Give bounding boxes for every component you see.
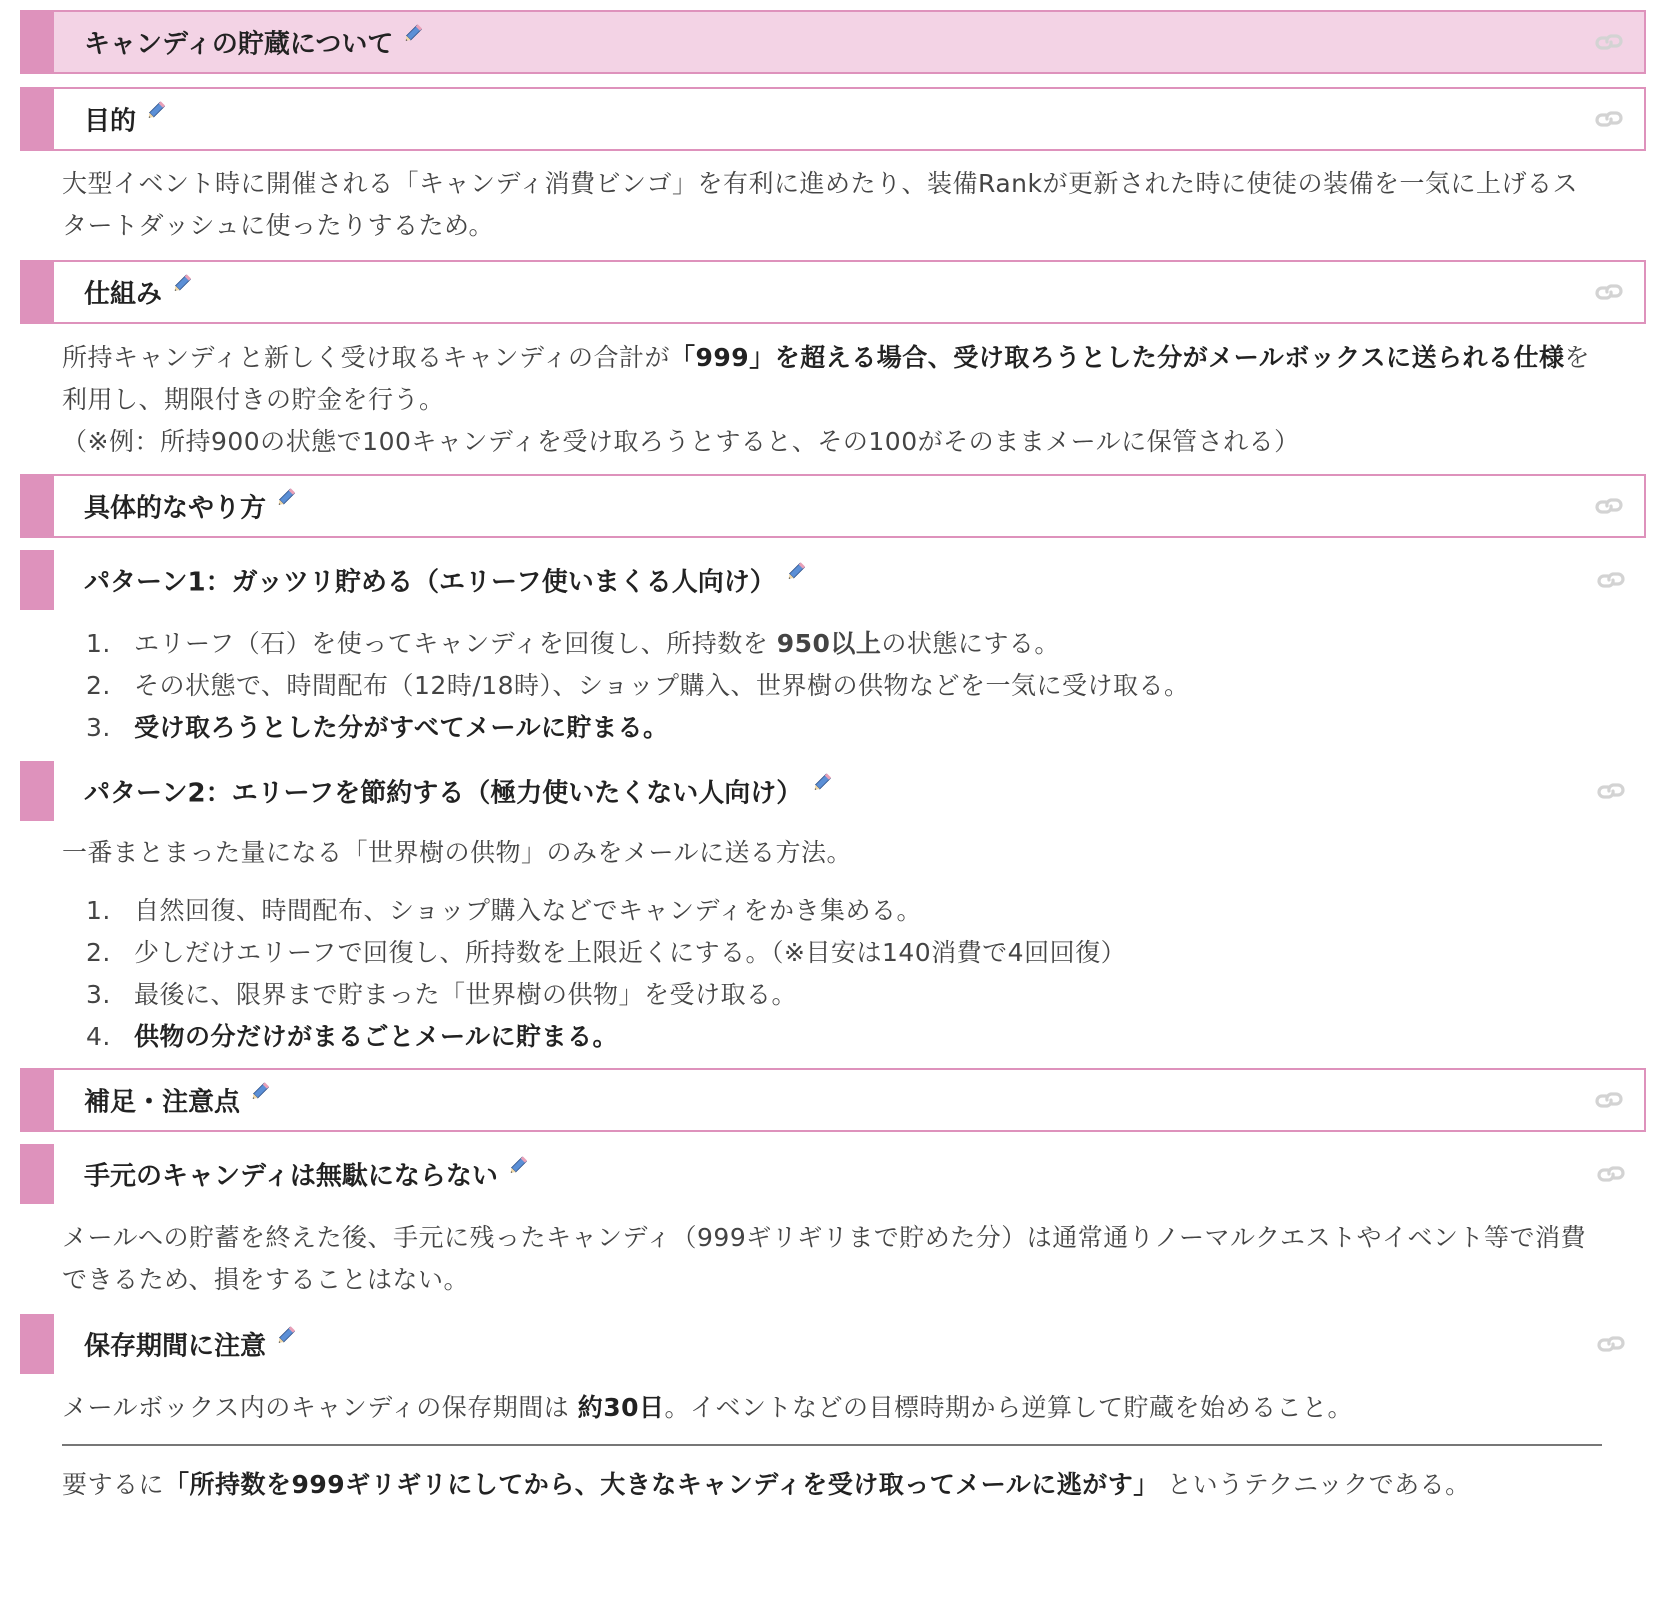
pencil-icon[interactable] bbox=[508, 1151, 532, 1175]
list-item bbox=[62, 1016, 1602, 1058]
pencil-icon[interactable] bbox=[276, 483, 300, 507]
list-item-text: 受け取ろうとした分がすべてメールに貯まる。 bbox=[134, 713, 669, 742]
pencil-icon[interactable] bbox=[172, 269, 196, 293]
notes-heading-text bbox=[84, 1082, 274, 1119]
purpose-paragraph: 大型イベント時に開催される「キャンディ消費ビンゴ」を有利に進めたり、装備Rankが更新された時に使徒の装備を一気に上げるスタートダッシュに使ったりするため。 bbox=[62, 169, 1578, 240]
mechanism-text-after: を利用し、期限付きの貯金を行う。 bbox=[62, 343, 1590, 414]
pattern2-heading-text bbox=[84, 773, 836, 810]
pencil-icon[interactable] bbox=[250, 1077, 274, 1101]
list-item-text: 少しだけエリーフで回復し、所持数を上限近くにする。（※目安は140消費で4回回復） bbox=[134, 938, 1127, 967]
main-heading-label: キャンディの貯蔵について bbox=[84, 29, 394, 60]
method-heading-label: 具体的なやり方 bbox=[84, 493, 267, 524]
pattern1-heading-text bbox=[84, 562, 810, 599]
notes-sub2-heading-label: 保存期間に注意 bbox=[84, 1331, 267, 1362]
link-icon[interactable] bbox=[1594, 1332, 1628, 1356]
notes-sub2-text-bold: 約30日 bbox=[577, 1393, 665, 1422]
method-heading-text bbox=[84, 488, 300, 525]
mechanism-paragraph bbox=[62, 337, 1602, 463]
purpose-heading-text bbox=[84, 101, 170, 138]
link-icon[interactable] bbox=[1594, 779, 1628, 803]
pattern1-list bbox=[62, 623, 1602, 749]
notes-sub2-paragraph bbox=[62, 1387, 1602, 1429]
link-icon[interactable] bbox=[1594, 568, 1628, 592]
notes-sub1-heading-label: 手元のキャンディは無駄にならない bbox=[84, 1161, 498, 1192]
list-item-text: 自然回復、時間配布、ショップ購入などでキャンディをかき集める。 bbox=[134, 896, 923, 925]
main-heading bbox=[20, 10, 1646, 74]
list-item-text: 最後に、限界まで貯まった「世界樹の供物」を受け取る。 bbox=[134, 980, 798, 1009]
mechanism-heading-label: 仕組み bbox=[84, 279, 163, 310]
pattern1-heading bbox=[20, 550, 1646, 610]
notes-sub1-paragraph: メールへの貯蓄を終えた後、手元に残ったキャンディ（999ギリギリまで貯めた分）は通常通りノーマルクエストやイベント等で消費できるため、損をすることはない。 bbox=[62, 1223, 1586, 1294]
mechanism-heading-text bbox=[84, 274, 196, 311]
notes-sub2-heading bbox=[20, 1314, 1646, 1374]
method-heading bbox=[20, 474, 1646, 538]
pattern2-intro: 一番まとまった量になる「世界樹の供物」のみをメールに送る方法。 bbox=[62, 838, 853, 867]
list-item-number: 1. bbox=[86, 629, 111, 658]
list-item-number: 3. bbox=[86, 980, 111, 1009]
link-icon[interactable] bbox=[1592, 30, 1626, 54]
summary-text-after: というテクニックである。 bbox=[1167, 1470, 1471, 1499]
list-item-text-before: エリーフ（石）を使ってキャンディを回復し、所持数を bbox=[134, 629, 769, 658]
pencil-icon[interactable] bbox=[276, 1321, 300, 1345]
purpose-heading-label: 目的 bbox=[84, 106, 137, 137]
list-item-number: 1. bbox=[86, 896, 111, 925]
summary-text-before: 要するに bbox=[62, 1470, 165, 1499]
pattern2-heading-label: パターン2：エリーフを節約する（極力使いたくない人向け） bbox=[84, 778, 803, 809]
list-item bbox=[62, 890, 1602, 932]
list-item bbox=[62, 974, 1602, 1016]
pattern1-heading-label: パターン1：ガッツリ貯める（エリーフ使いまくる人向け） bbox=[84, 567, 776, 598]
link-icon[interactable] bbox=[1594, 1162, 1628, 1186]
pencil-icon[interactable] bbox=[812, 768, 836, 792]
purpose-heading bbox=[20, 87, 1646, 151]
pattern2-heading bbox=[20, 761, 1646, 821]
pencil-icon[interactable] bbox=[786, 557, 810, 581]
mechanism-example: （※例：所持900の状態で100キャンディを受け取ろうとすると、その100がそのままメールに保管される） bbox=[62, 427, 1300, 456]
list-item-number: 3. bbox=[86, 713, 111, 742]
link-icon[interactable] bbox=[1592, 1088, 1626, 1112]
list-item-text: 供物の分だけがまるごとメールに貯まる。 bbox=[134, 1022, 619, 1051]
list-item bbox=[62, 707, 1602, 749]
list-item bbox=[62, 623, 1602, 665]
list-item-text: その状態で、時間配布（12時/18時）、ショップ購入、世界樹の供物などを一気に受け取る。 bbox=[134, 671, 1190, 700]
main-heading-text bbox=[84, 24, 427, 61]
link-icon[interactable] bbox=[1592, 280, 1626, 304]
summary-text-bold: 「所持数を999ギリギリにしてから、大きなキャンディを受け取ってメールに逃がす」 bbox=[164, 1470, 1159, 1499]
mechanism-text-before: 所持キャンディと新しく受け取るキャンディの合計が bbox=[62, 343, 671, 372]
list-item-number: 2. bbox=[86, 671, 111, 700]
notes-heading bbox=[20, 1068, 1646, 1132]
notes-sub1-heading bbox=[20, 1144, 1646, 1204]
summary-paragraph bbox=[62, 1464, 1602, 1506]
notes-heading-label: 補足・注意点 bbox=[84, 1087, 241, 1118]
list-item-text-bold: 950以上 bbox=[776, 629, 882, 658]
mechanism-text-bold: 「999」を超える場合、受け取ろうとした分がメールボックスに送られる仕様 bbox=[670, 343, 1565, 372]
notes-sub2-text-after: 。イベントなどの目標時期から逆算して貯蔵を始めること。 bbox=[664, 1393, 1354, 1422]
list-item-number: 4. bbox=[86, 1022, 111, 1051]
notes-sub1-heading-text bbox=[84, 1156, 532, 1193]
list-item bbox=[62, 665, 1602, 707]
list-item bbox=[62, 932, 1602, 974]
pencil-icon[interactable] bbox=[146, 96, 170, 120]
list-item-text-after: の状態にする。 bbox=[881, 629, 1060, 658]
list-item-number: 2. bbox=[86, 938, 111, 967]
notes-sub2-heading-text bbox=[84, 1326, 300, 1363]
mechanism-heading bbox=[20, 260, 1646, 324]
pattern2-list bbox=[62, 890, 1602, 1058]
pencil-icon[interactable] bbox=[403, 19, 427, 43]
link-icon[interactable] bbox=[1592, 107, 1626, 131]
divider bbox=[62, 1444, 1602, 1446]
notes-sub2-text-before: メールボックス内のキャンディの保存期間は bbox=[62, 1393, 570, 1422]
link-icon[interactable] bbox=[1592, 494, 1626, 518]
